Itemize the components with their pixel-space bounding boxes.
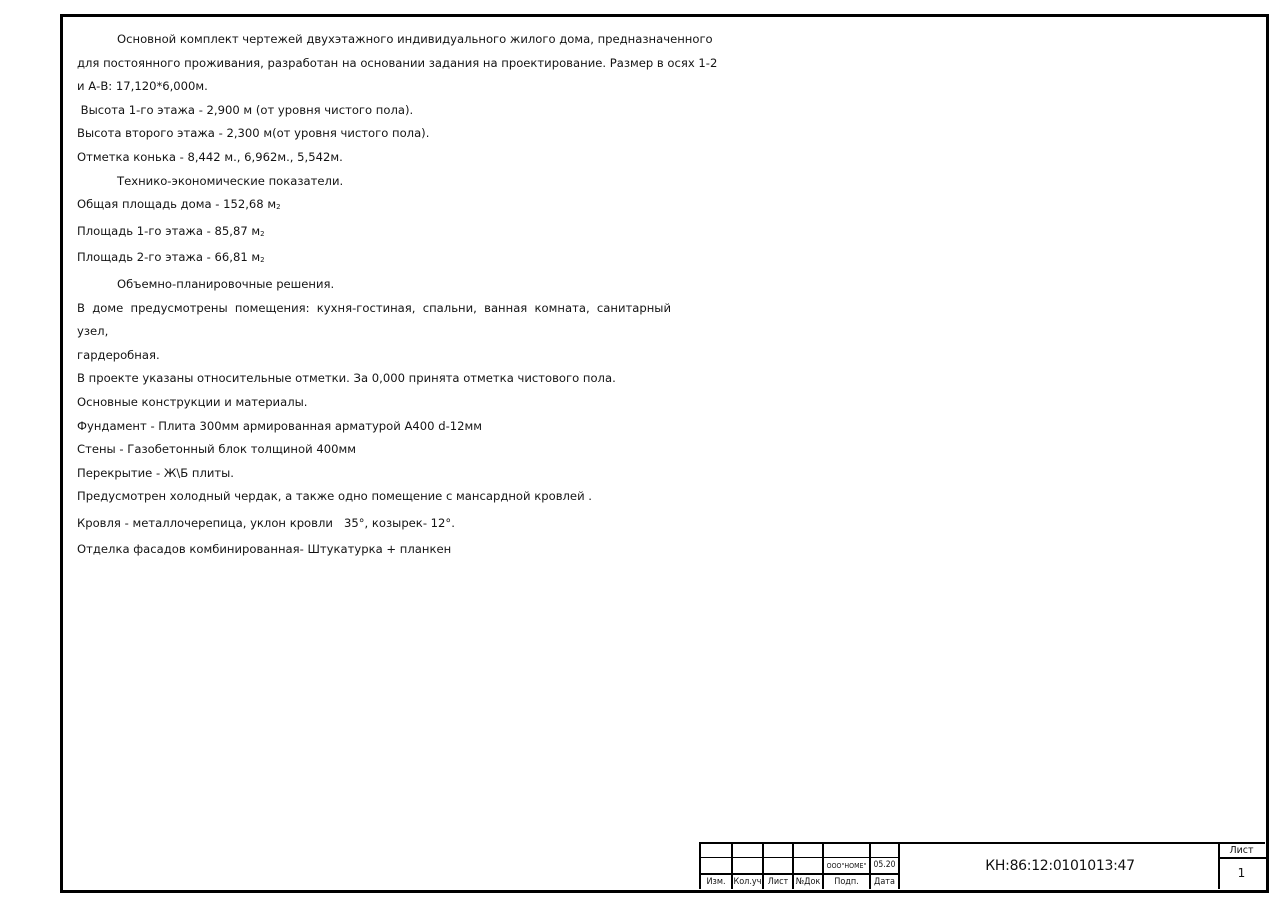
- note-slabs: Перекрытие - Ж\Б плиты.: [77, 465, 234, 480]
- column-izm: Изм.: [706, 877, 726, 887]
- area-unit-power: 2: [260, 256, 265, 265]
- note-foundation: Фундамент - Плита 300мм армированная арматурой А400 d-12мм: [77, 418, 483, 433]
- note-rooms-line-2: гардеробная.: [77, 347, 160, 362]
- notes-intro-line-1: Основной комплект чертежей двухэтажного индивидуального жилого дома, предназначенного: [117, 32, 713, 46]
- note-floor2-height: Высота второго этажа - 2,300 м(от уровня чистого пола).: [77, 126, 430, 141]
- note-attic: Предусмотрен холодный чердак, а также одно помещение с мансардной кровлей .: [77, 489, 592, 504]
- column-podp: Подп.: [834, 877, 859, 887]
- area-unit-power: 2: [276, 203, 281, 212]
- notes-intro-line-2: для постоянного проживания, разработан на основании задания на проектирование. Размер в осях 1-2: [77, 55, 718, 70]
- column-n-dok: №Док: [795, 877, 821, 887]
- general-notes: [77, 28, 718, 562]
- note-rooms-line-1: В доме предусмотрены помещения: кухня-гостиная, спальни, ванная комната, санитарный узел,: [77, 300, 671, 339]
- note-ridge-marks: Отметка конька - 8,442 м., 6,962м., 5,542м.: [77, 149, 343, 164]
- note-floor1-area: [77, 220, 671, 247]
- date-value: 05.20: [873, 860, 896, 870]
- floor2-area-text: Площадь 2-го этажа - 66,81 м: [77, 250, 261, 265]
- column-list: Лист: [767, 877, 789, 887]
- document-code: КН:86:12:0101013:47: [985, 858, 1135, 874]
- title-block-divider: [898, 844, 900, 889]
- note-facade: Отделка фасадов комбинированная- Штукатурка + планкен: [77, 542, 452, 557]
- sheet-number: 1: [1237, 866, 1246, 880]
- total-area-text: Общая площадь дома - 152,68 м: [77, 197, 277, 212]
- note-total-area: [77, 193, 671, 220]
- note-relative-marks: В проекте указаны относительные отметки. За 0,000 принята отметка чистового пола.: [77, 371, 616, 386]
- area-unit-power: 2: [260, 229, 265, 238]
- signature-value: ООО"HOME": [826, 862, 867, 870]
- column-data: Дата: [874, 877, 895, 887]
- column-kol-uch: Кол.уч: [733, 877, 762, 887]
- floor1-area-text: Площадь 1-го этажа - 85,87 м: [77, 223, 261, 238]
- heading-constructions: Основные конструкции и материалы.: [77, 394, 308, 409]
- note-roof: Кровля - металлочерепица, уклон кровли 35°, козырек- 12°.: [77, 515, 455, 530]
- note-floor2-area: [77, 246, 671, 273]
- note-walls: Стены - Газобетонный блок толщиной 400мм: [77, 442, 356, 457]
- notes-intro-line-3: и А-В: 17,120*6,000м.: [77, 79, 208, 94]
- heading-technical-indicators: Технико-экономические показатели.: [117, 173, 344, 188]
- heading-planning-solutions: Объемно-планировочные решения.: [117, 276, 335, 291]
- sheet-label: Лист: [1229, 845, 1254, 856]
- note-floor1-height: Высота 1-го этажа - 2,900 м (от уровня чистого пола).: [77, 102, 414, 117]
- title-block-row-line: [701, 857, 898, 858]
